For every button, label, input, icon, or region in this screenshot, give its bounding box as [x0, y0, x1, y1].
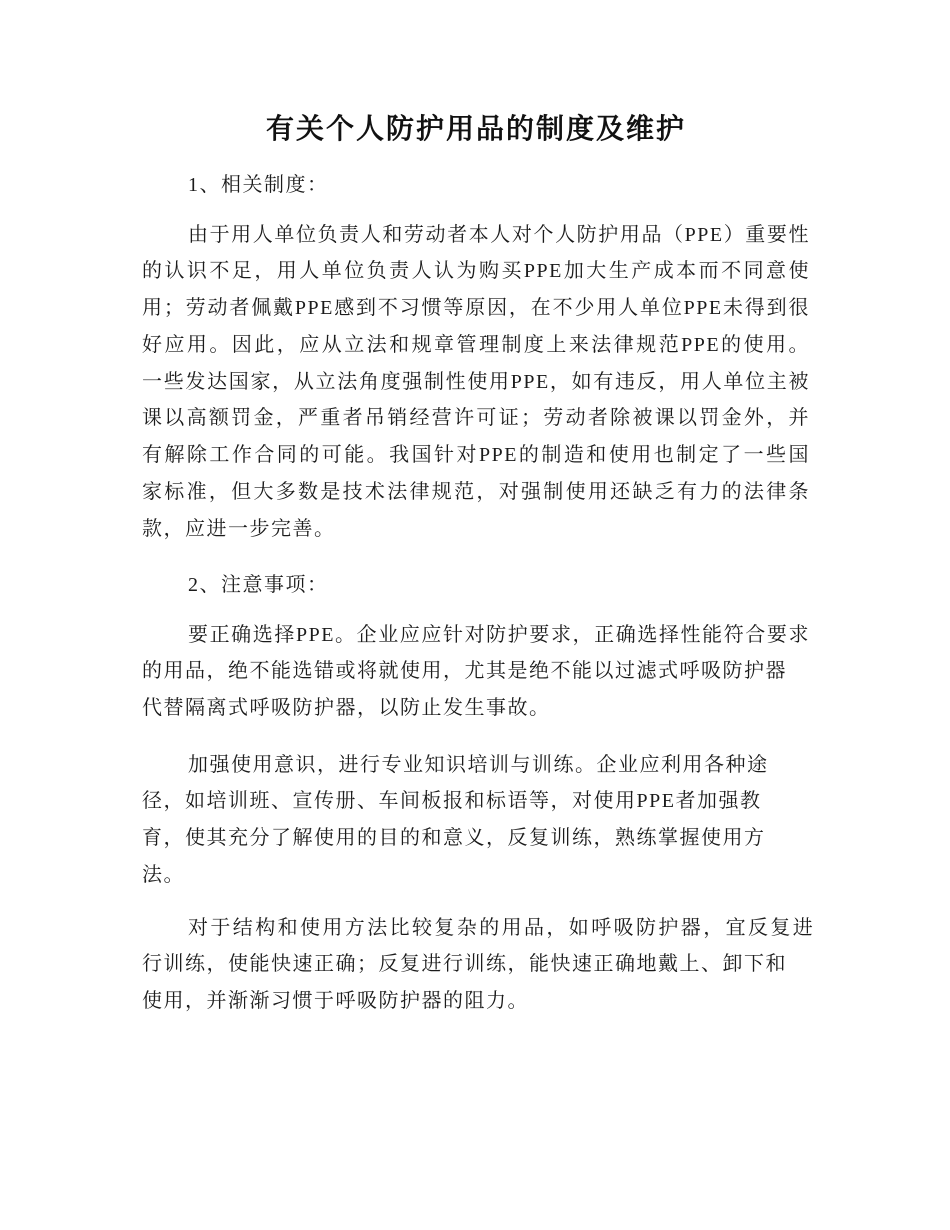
paragraph-line: 课以高额罚金，严重者吊销经营许可证；劳动者除被课以罚金外，并 — [142, 407, 810, 430]
paragraph-line: 好应用。因此，应从立法和规章管理制度上来法律规范PPE的使用。 — [142, 333, 810, 356]
paragraph — [142, 617, 810, 727]
paragraph-line: 由于用人单位负责人和劳动者本人对个人防护用品（PPE）重要性 — [188, 223, 810, 246]
section-heading: 1、相关制度： — [188, 173, 329, 196]
section-heading: 2、注意事项： — [188, 573, 329, 596]
paragraph-line: 的认识不足，用人单位负责人认为购买PPE加大生产成本而不同意使 — [142, 260, 810, 283]
paragraph-line: 行训练，使能快速正确；反复进行训练，能快速正确地戴上、卸下和 — [142, 953, 787, 976]
paragraph — [142, 217, 810, 548]
paragraph-line: 径，如培训班、宣传册、车间板报和标语等，对使用PPE者加强教 — [142, 790, 762, 813]
paragraph-line: 家标准，但大多数是技术法律规范，对强制使用还缺乏有力的法律条 — [142, 480, 810, 503]
paragraph-line: 育，使其充分了解使用的目的和意义，反复训练，熟练掌握使用方 — [142, 827, 766, 850]
paragraph-line: 款，应进一步完善。 — [142, 517, 336, 540]
paragraph-line: 用；劳动者佩戴PPE感到不习惯等原因，在不少用人单位PPE未得到很 — [142, 297, 810, 320]
paragraph-line: 一些发达国家，从立法角度强制性使用PPE，如有违反，用人单位主被 — [142, 370, 810, 393]
document-body — [142, 110, 816, 1020]
paragraph — [142, 910, 816, 1020]
paragraph — [142, 747, 810, 894]
paragraph-line: 要正确选择PPE。企业应应针对防护要求，正确选择性能符合要求 — [188, 623, 810, 646]
paragraph-line: 对于结构和使用方法比较复杂的用品，如呼吸防护器，宜反复进 — [188, 916, 816, 939]
paragraph-line: 代替隔离式呼吸防护器，以防止发生事故。 — [142, 697, 551, 720]
paragraph-line: 法。 — [142, 863, 185, 886]
paragraph-line: 的用品，绝不能选错或将就使用，尤其是绝不能以过滤式呼吸防护器 — [142, 660, 787, 683]
paragraph-line: 有解除工作合同的可能。我国针对PPE的制造和使用也制定了一些国 — [142, 444, 810, 467]
document-title: 有关个人防护用品的制度及维护 — [265, 114, 686, 145]
paragraph-line: 使用，并渐渐习惯于呼吸防护器的阻力。 — [142, 990, 529, 1013]
paragraph-line: 加强使用意识，进行专业知识培训与训练。企业应利用各种途 — [188, 753, 769, 776]
